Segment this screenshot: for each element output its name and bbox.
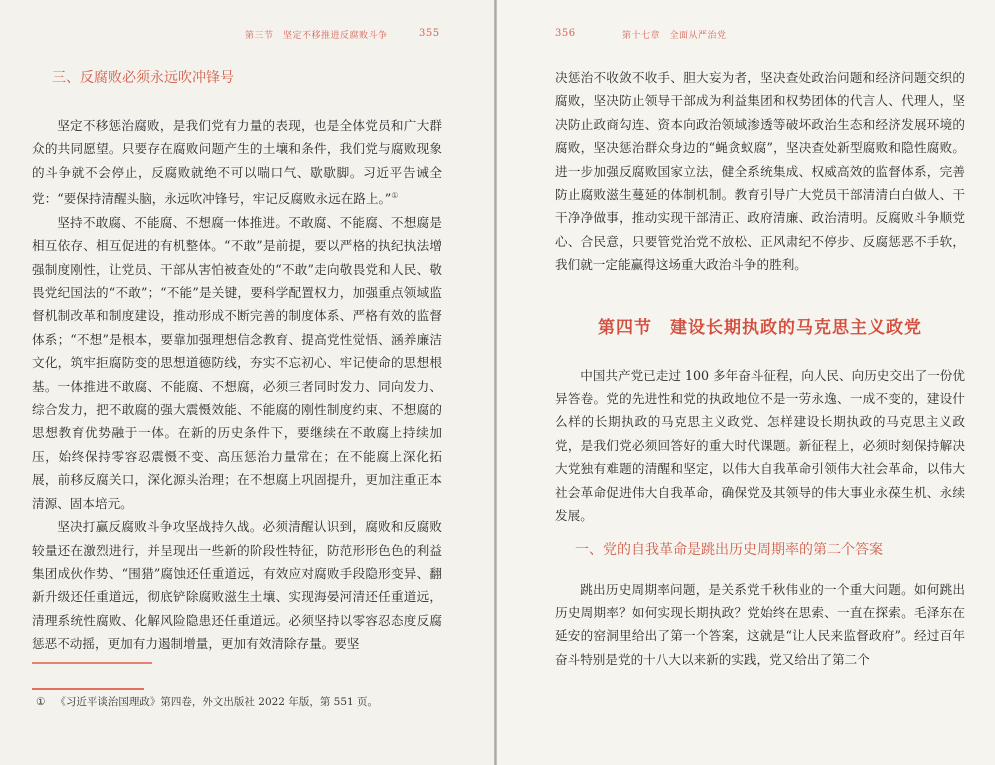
left-paragraph-2: 坚持不敢腐、不能腐、不想腐一体推进。不敢腐、不能腐、不想腐是相互依存、相互促进的有机整体。“不敢”是前提，要以严格的执纪执法增强制度刚性，让党员、干部从害怕被查处的“不敢”走向敬畏党和人民、敬畏党纪国法的“不敢”；“不能”是关键，要科学配置权力，加强重点领域监督机制改革和制度建设，推动形成不断完善的制度体系、严格有效的监督体系；“不想”是根本，要靠加强理想信念教育、提高党性觉悟、涵养廉洁文化，筑牢拒腐防变的思想道德防线，夯实不忘初心、牢记使命的思想根基。一体推进不敢腐、不能腐、不想腐，必须三者同时发力、同向发力、综合发力，把不敢腐的强大震慑效能、不能腐的刚性制度约束、不想腐的思想教育优势融于一体。在新的历史条件下，要继续在不敢腐上持续加压，始终保持零容忍震慑不变、高压惩治力量常在；在不能腐上深化拓展，前移反腐关口，深化源头治理；在不想腐上巩固提升，更加注重正本清源、固本培元。 [32, 214, 442, 511]
left-paragraph-1 [32, 114, 442, 211]
right-final-paragraph: 跳出历史周期率问题，是关系党千秋伟业的一个重大问题。如何跳出历史周期率？如何实现长期执政？党始终在思索、一直在探索。毛泽东在延安的窑洞里给出了第一个答案，这就是“让人民来监督政府”。经过百年奋斗特别是党的十八大以来新的实践，党又给出了第二个 [555, 581, 965, 667]
left-paragraph-3: 坚决打赢反腐败斗争攻坚战持久战。必须清醒认识到，腐败和反腐败较量还在激烈进行，并呈现出一些新的阶段性特征，防范形形色色的利益集团成伙作势、“围猎”腐蚀还任重道远，有效应对腐败手段隐形变异、翻新升级还任重道远，彻底铲除腐败滋生土壤、实现海晏河清还任重道远，清理系统性腐败、化解风险隐患还任重道远。必须坚持以零容忍态度反腐惩恶不动摇，更加有力遏制增量，更加有效清除存量。要坚 [32, 519, 442, 652]
right-page-number: 356 [555, 28, 576, 39]
footnote [36, 694, 456, 710]
right-section-paragraph: 中国共产党已走过 100 多年奋斗征程，向人民、向历史交出了一份优异答卷。党的先进性和党的执政地位不是一劳永逸、一成不变的，建设什么样的长期执政的马克思主义政党、怎样建设长期执政的马克思主义政党，是我们党必须回答好的重大时代课题。新征程上，必须时刻保持解决大党独有难题的清醒和坚定，以伟大自我革命引领伟大社会革命，以伟大社会革命促进伟大自我革命，确保党及其领导的伟大事业永葆生机、永续发展。 [555, 367, 965, 524]
left-subheading: 三、反腐败必须永远吹冲锋号 [52, 70, 234, 86]
left-page-number: 355 [419, 28, 440, 39]
right-page [497, 0, 995, 765]
right-text-block [555, 66, 965, 671]
handwritten-underline-mark [32, 662, 152, 664]
left-page [0, 0, 494, 765]
footnote-text: 《习近平谈治国理政》第四卷，外文出版社 2022 年版，第 551 页。 [55, 696, 379, 708]
section-title: 第四节 建设长期执政的马克思主义政党 [598, 317, 922, 338]
left-text-block [32, 66, 442, 656]
right-continued-paragraph: 决惩治不收敛不收手、胆大妄为者，坚决查处政治问题和经济问题交织的腐败，坚决防止领导干部成为利益集团和权势团体的代言人、代理人，坚决防止政商勾连、资本向政治领域渗透等破坏政治生态和经济发展环境的腐败，坚决惩治群众身边的“蝇贪蚁腐”，坚决查处新型腐败和隐性腐败。进一步加强反腐败国家立法，健全系统集成、权威高效的监督体系，完善防止腐败滋生蔓延的体制机制。教育引导广大党员干部清清白白做人、干干净净做事，推动实现干部清正、政府清廉、政治清明。反腐败斗争顺党心、合民意，只要管党治党不放松、正风肃纪不停步、反腐惩恶不手软，我们就一定能赢得这场重大政治斗争的胜利。 [555, 70, 965, 273]
left-paragraph-1-text: 坚定不移惩治腐败，是我们党有力量的表现，也是全体党员和广大群众的共同愿望。只要存在腐败问题产生的土壤和条件，我们党与腐败现象的斗争就不会停止，反腐败就绝不可以喘口气、歇歇脚。习近平告诫全党：“要保持清醒头脑，永远吹冲锋号，牢记反腐败永远在路上。” [32, 118, 442, 207]
right-subheading: 一、党的自我革命是跳出历史周期率的第二个答案 [575, 541, 883, 558]
left-running-head: 第三节 坚定不移推进反腐败斗争 [245, 31, 388, 41]
right-running-head: 第十七章 全面从严治党 [622, 31, 727, 41]
footnote-rule [32, 688, 144, 690]
footnote-mark: ① [36, 696, 46, 708]
footnote-reference[interactable]: ① [391, 191, 399, 201]
